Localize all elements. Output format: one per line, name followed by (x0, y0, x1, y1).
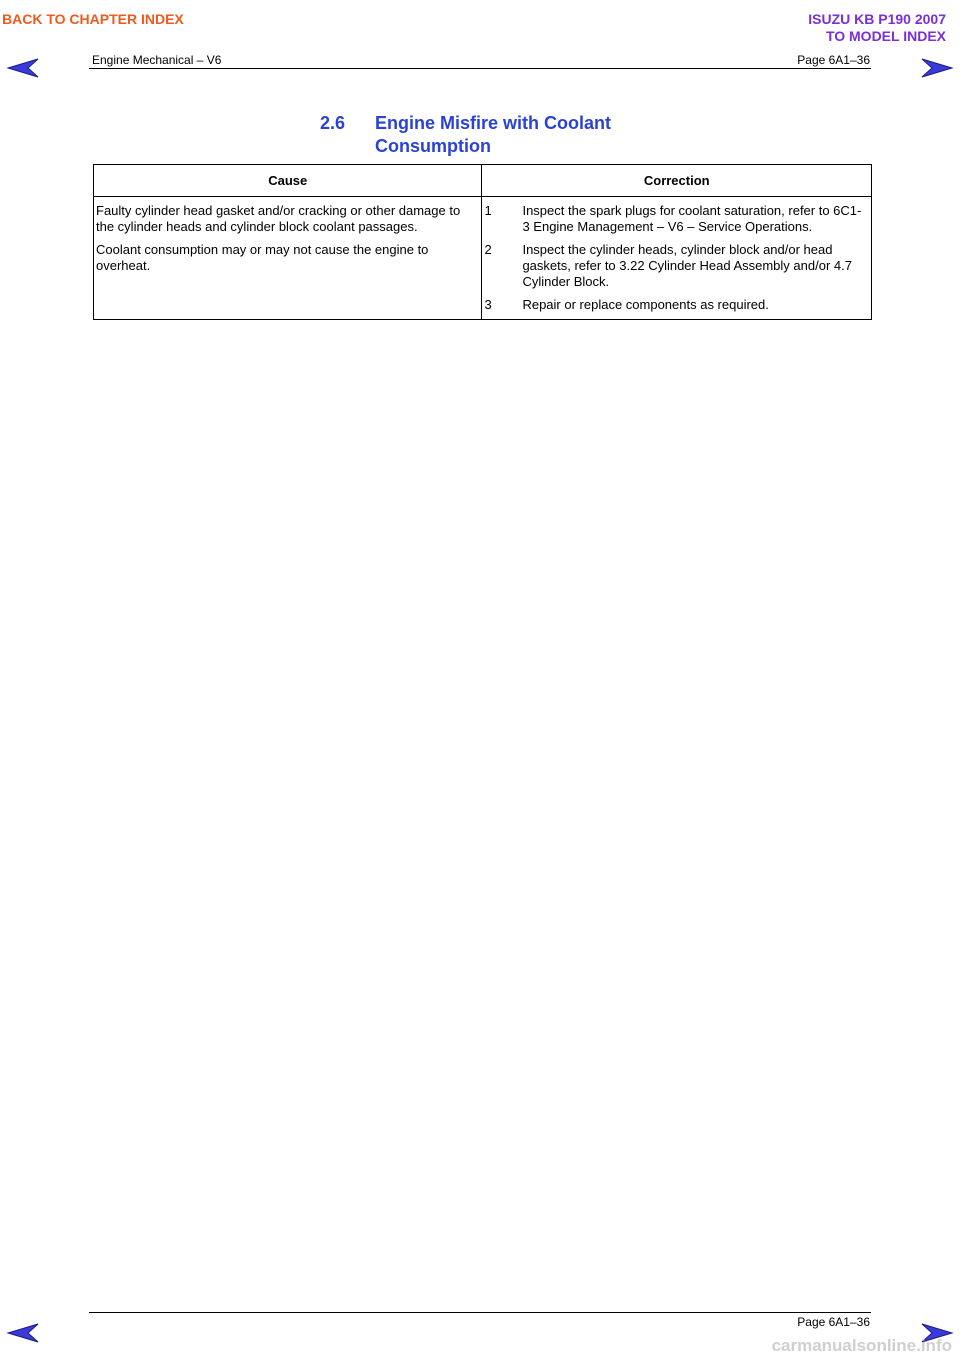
correction-step (484, 242, 868, 290)
model-title (808, 11, 946, 45)
footer-page-number: Page 6A1–36 (797, 1315, 870, 1329)
correction-step (484, 297, 868, 313)
section-title-line2: Consumption (375, 136, 491, 156)
table-header-row (94, 165, 872, 197)
table-row (94, 197, 872, 320)
back-to-chapter-index-link[interactable]: BACK TO CHAPTER INDEX (2, 11, 184, 27)
footer-divider (89, 1312, 871, 1313)
step-text: Inspect the cylinder heads, cylinder block and/or head gaskets, refer to 3.22 Cylinder Head Assembly and/or 4.7 Cylinder Block. (522, 242, 852, 289)
section-title-line1: Engine Misfire with Coolant (375, 113, 612, 133)
arrow-left-icon[interactable] (6, 1322, 40, 1344)
cause-paragraph: Faulty cylinder head gasket and/or cracking or other damage to the cylinder heads and cylinder block coolant passages. (96, 203, 461, 234)
header-page-number: Page 6A1–36 (797, 53, 870, 67)
arrow-left-icon[interactable] (6, 57, 40, 79)
step-text: Repair or replace components as required. (522, 297, 769, 312)
to-model-index-link[interactable]: TO MODEL INDEX (825, 28, 946, 44)
step-text: Inspect the spark plugs for coolant saturation, refer to 6C1-3 Engine Management – V6 – Service Operations. (522, 203, 862, 234)
header-left-text: Engine Mechanical – V6 (92, 53, 222, 67)
arrow-right-icon[interactable] (920, 57, 954, 79)
step-number: 3 (484, 297, 492, 312)
section-title (320, 112, 611, 158)
section-number: 2.6 (320, 113, 346, 133)
model-title-line1: ISUZU KB P190 2007 (808, 11, 946, 27)
cause-column-header: Cause (94, 165, 482, 197)
step-number: 2 (484, 242, 492, 257)
correction-column-header: Correction (482, 165, 872, 197)
cause-cell (94, 197, 482, 320)
diagnosis-table (93, 164, 872, 320)
correction-step (484, 203, 868, 235)
header-divider (89, 68, 871, 69)
step-number: 1 (484, 203, 492, 218)
correction-cell (482, 197, 872, 320)
cause-paragraph: Coolant consumption may or may not cause the engine to overheat. (96, 242, 429, 273)
watermark: carmanualsonline.info (771, 1336, 952, 1355)
